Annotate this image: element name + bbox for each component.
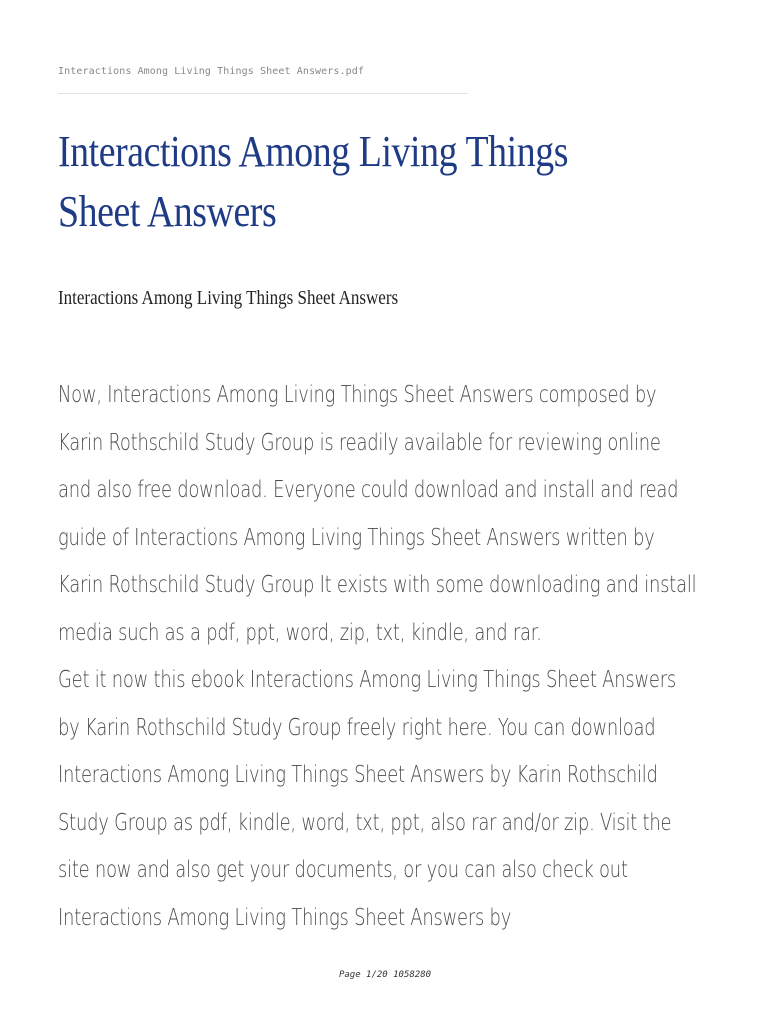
document-title: Interactions Among Living Things Sheet Answers — [58, 127, 569, 236]
page-number: Page 1/20 1058280 — [338, 970, 432, 980]
body-paragraph: Now, Interactions Among Living Things Sheet Answers composed by Karin Rothschild Study Group is readily available for reviewing online and also free download. Everyone could download and install and read guide of Interactions Among Living Things Sheet Answers written by Karin Rothschild Study Group It exists with some downloading and install media such as a pdf, ppt, word, zip, txt, kindle, and rar. — [58, 382, 697, 646]
body-paragraph: Get it now this ebook Interactions Among Living Things Sheet Answers by Karin Rothschild Study Group freely right here. You can download Interactions Among Living Things Sheet Answers by Karin Rothschild Study Group as pdf, kindle, word, txt, ppt, also rar and/or zip. Visit the site now and also get your documents, or you can also check out Interactions Among Living Things Sheet Answers by — [58, 667, 676, 931]
document-body — [58, 372, 698, 942]
header-filename: Interactions Among Living Things Sheet Answers.pdf — [58, 66, 365, 77]
header-divider — [58, 93, 468, 94]
document-subtitle: Interactions Among Living Things Sheet Answers — [58, 287, 399, 309]
